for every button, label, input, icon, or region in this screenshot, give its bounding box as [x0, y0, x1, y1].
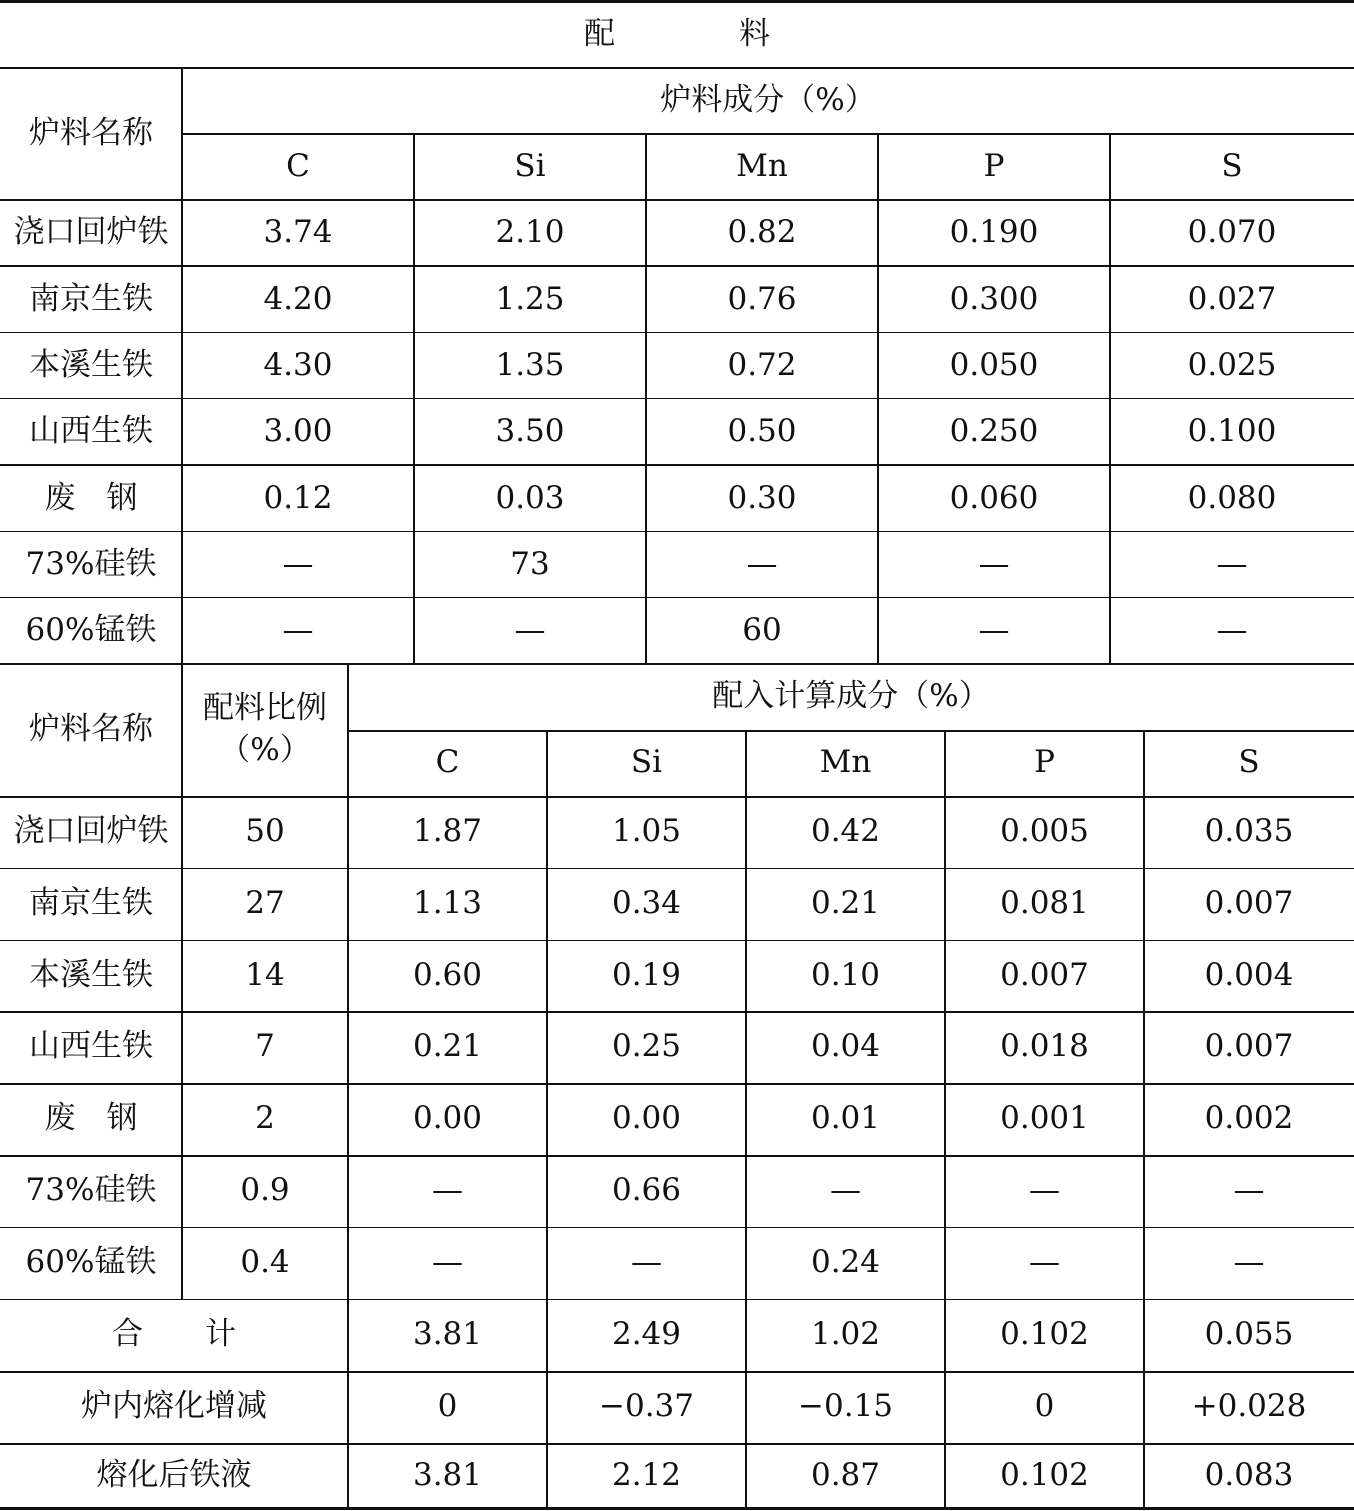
section2-row-ratio: 2: [255, 1100, 275, 1137]
grid-line: [0, 868, 1354, 870]
grid-line: [0, 1371, 1354, 1373]
section2-row-name: 南京生铁: [29, 884, 153, 921]
section2-ratio-header: [182, 664, 348, 796]
section2-row-name: 浇口回炉铁: [13, 813, 169, 850]
section2-row-ratio: 0.9: [240, 1172, 290, 1209]
summary-row-label: 合 计: [112, 1316, 236, 1353]
grid-line: [0, 1299, 1354, 1301]
grid-line: [413, 133, 415, 664]
section2-row-name: 73%硅铁: [25, 1172, 157, 1209]
section1-cell: 0.72: [727, 346, 797, 383]
section1-col-header: Si: [514, 148, 546, 185]
section1-cell: 0.12: [263, 479, 333, 516]
section1-cell: 0.30: [727, 479, 797, 516]
summary-cell: 0: [1034, 1388, 1055, 1425]
section2-cell: 0.007: [1204, 1028, 1294, 1065]
grid-line: [181, 664, 183, 1299]
section1-col-header: C: [286, 148, 310, 185]
summary-cell: 1.02: [810, 1316, 881, 1353]
section2-cell: 0.01: [810, 1100, 881, 1137]
section2-cell: 0.19: [611, 956, 682, 993]
section2-cell: 0.00: [611, 1100, 682, 1137]
section2-row-ratio: 7: [255, 1028, 275, 1065]
section2-cell: 0.002: [1204, 1100, 1294, 1137]
summary-cell: +0.028: [1191, 1388, 1307, 1425]
section1-cell: 0.080: [1187, 479, 1277, 516]
section1-cell: —: [514, 612, 546, 649]
section2-col-header: C: [435, 744, 460, 781]
summary-cell: 0.102: [1000, 1457, 1089, 1494]
grid-line: [745, 730, 747, 1509]
section2-cell: 1.05: [611, 813, 682, 850]
section1-cell: —: [282, 545, 314, 582]
section1-col-header: P: [983, 148, 1005, 185]
section2-col-header: Si: [630, 744, 663, 781]
grid-line: [1143, 730, 1145, 1509]
section2-cell: 0.34: [611, 884, 682, 921]
grid-line: [0, 796, 1354, 798]
table-title: 配 料: [584, 16, 770, 53]
section1-cell: 3.50: [495, 413, 565, 450]
summary-cell: 0: [437, 1388, 458, 1425]
section1-row-name: 山西生铁: [29, 413, 153, 450]
section1-cell: 0.027: [1187, 280, 1277, 317]
grid-line: [0, 1507, 1354, 1510]
grid-line: [0, 1443, 1354, 1445]
grid-line: [0, 663, 1354, 665]
grid-line: [0, 464, 1354, 466]
section2-group-header: 配入计算成分（%）: [712, 678, 990, 715]
grid-line: [877, 133, 879, 664]
section2-col-header: P: [1034, 744, 1055, 781]
section2-cell: 0.007: [1204, 884, 1294, 921]
section1-cell: 60: [742, 612, 782, 649]
grid-line: [0, 332, 1354, 334]
section2-cell: 0.035: [1204, 813, 1294, 850]
section1-cell: 0.100: [1187, 413, 1277, 450]
section2-row-name: 山西生铁: [29, 1028, 153, 1065]
summary-cell: 0.87: [810, 1457, 881, 1494]
grid-line: [0, 1155, 1354, 1157]
section1-cell: 0.250: [949, 413, 1039, 450]
grid-line: [645, 133, 647, 664]
section2-cell: 1.13: [412, 884, 483, 921]
grid-line: [0, 1083, 1354, 1085]
section1-cell: 0.82: [727, 214, 797, 251]
grid-line: [182, 133, 1354, 135]
section2-row-name: 本溪生铁: [29, 956, 153, 993]
grid-line: [0, 1227, 1354, 1229]
section1-cell: 1.35: [495, 346, 565, 383]
section2-cell: —: [830, 1172, 861, 1209]
section2-row-ratio: 0.4: [240, 1243, 290, 1280]
section2-row-ratio: 14: [245, 956, 285, 993]
section2-col-header: Mn: [819, 744, 872, 781]
section1-row-name: 73%硅铁: [25, 545, 157, 582]
ratio-header-line2: （%）: [219, 732, 311, 768]
section1-cell: 4.20: [263, 280, 333, 317]
section1-cell: 0.300: [949, 280, 1039, 317]
section1-cell: 2.10: [495, 214, 565, 251]
section1-cell: —: [978, 612, 1010, 649]
section1-cell: 0.060: [949, 479, 1039, 516]
section2-cell: 0.004: [1204, 956, 1294, 993]
section1-cell: —: [1216, 545, 1248, 582]
grid-line: [1109, 133, 1111, 664]
section1-cell: 3.74: [263, 214, 333, 251]
section2-cell: 0.21: [412, 1028, 483, 1065]
section1-cell: 0.025: [1187, 346, 1277, 383]
grid-line: [944, 730, 946, 1509]
section2-cell: 0.24: [810, 1243, 881, 1280]
ratio-header-line1: 配料比例: [203, 690, 327, 727]
grid-line: [347, 664, 349, 1509]
grid-line: [0, 199, 1354, 201]
section2-name-header: 炉料名称: [29, 711, 153, 748]
grid-line: [0, 67, 1354, 69]
section2-cell: —: [1029, 1172, 1060, 1209]
section2-cell: 0.10: [810, 956, 881, 993]
section1-cell: —: [1216, 612, 1248, 649]
section1-cell: 0.070: [1187, 214, 1277, 251]
grid-line: [546, 730, 548, 1509]
section2-cell: 0.42: [810, 813, 881, 850]
section1-cell: —: [978, 545, 1010, 582]
summary-row-label: 炉内熔化增减: [81, 1388, 267, 1425]
section2-cell: —: [432, 1243, 463, 1280]
section2-cell: 1.87: [412, 813, 483, 850]
section2-cell: 0.21: [810, 884, 881, 921]
summary-cell: 0.083: [1204, 1457, 1294, 1494]
grid-line: [181, 67, 183, 664]
grid-line: [0, 398, 1354, 400]
section2-row-ratio: 50: [245, 813, 285, 850]
grid-line: [0, 531, 1354, 533]
summary-cell: 2.12: [611, 1457, 682, 1494]
section2-cell: 0.007: [1000, 956, 1089, 993]
section1-cell: 0.50: [727, 413, 797, 450]
section2-cell: 0.00: [412, 1100, 483, 1137]
section2-row-ratio: 27: [245, 884, 285, 921]
summary-cell: 0.102: [1000, 1316, 1089, 1353]
section2-cell: 0.001: [1000, 1100, 1089, 1137]
section1-row-name: 南京生铁: [29, 280, 153, 317]
section2-cell: —: [1233, 1243, 1265, 1280]
grid-line: [0, 0, 1354, 3]
section1-cell: —: [282, 612, 314, 649]
section2-row-name: 60%锰铁: [25, 1243, 157, 1280]
section1-row-name: 60%锰铁: [25, 612, 157, 649]
section2-row-name: 废 钢: [44, 1100, 138, 1137]
section2-cell: —: [1029, 1243, 1060, 1280]
section1-col-header: Mn: [736, 148, 788, 185]
section2-cell: 0.66: [611, 1172, 682, 1209]
summary-cell: −0.37: [599, 1388, 694, 1425]
section1-row-name: 浇口回炉铁: [13, 214, 169, 251]
summary-cell: 3.81: [412, 1316, 483, 1353]
grid-line: [348, 730, 1354, 732]
summary-cell: −0.15: [798, 1388, 893, 1425]
section2-cell: 0.04: [810, 1028, 881, 1065]
section2-cell: 0.018: [1000, 1028, 1089, 1065]
section1-name-header: 炉料名称: [29, 115, 153, 152]
section2-cell: 0.081: [1000, 884, 1089, 921]
summary-cell: 0.055: [1204, 1316, 1294, 1353]
section1-cell: 73: [510, 545, 550, 582]
section2-cell: 0.25: [611, 1028, 682, 1065]
section1-group-header: 炉料成分（%）: [660, 82, 876, 119]
grid-line: [0, 1011, 1354, 1013]
section1-cell: 3.00: [263, 413, 333, 450]
summary-cell: 3.81: [412, 1457, 483, 1494]
grid-line: [0, 940, 1354, 942]
section1-cell: 0.050: [949, 346, 1039, 383]
section1-row-name: 废 钢: [44, 479, 138, 516]
section2-cell: —: [432, 1172, 463, 1209]
section1-col-header: S: [1221, 148, 1243, 185]
section1-cell: 0.76: [727, 280, 797, 317]
summary-row-label: 熔化后铁液: [96, 1457, 252, 1494]
section1-row-name: 本溪生铁: [29, 346, 153, 383]
section1-cell: 0.190: [949, 214, 1039, 251]
section1-cell: —: [746, 545, 778, 582]
section2-col-header: S: [1238, 744, 1260, 781]
section2-cell: —: [1233, 1172, 1265, 1209]
grid-line: [0, 265, 1354, 267]
section2-cell: 0.60: [412, 956, 483, 993]
section1-cell: 0.03: [495, 479, 565, 516]
section1-cell: 1.25: [495, 280, 565, 317]
section2-cell: 0.005: [1000, 813, 1089, 850]
grid-line: [0, 597, 1354, 599]
section1-cell: 4.30: [263, 346, 333, 383]
section2-cell: —: [631, 1243, 662, 1280]
summary-cell: 2.49: [611, 1316, 682, 1353]
